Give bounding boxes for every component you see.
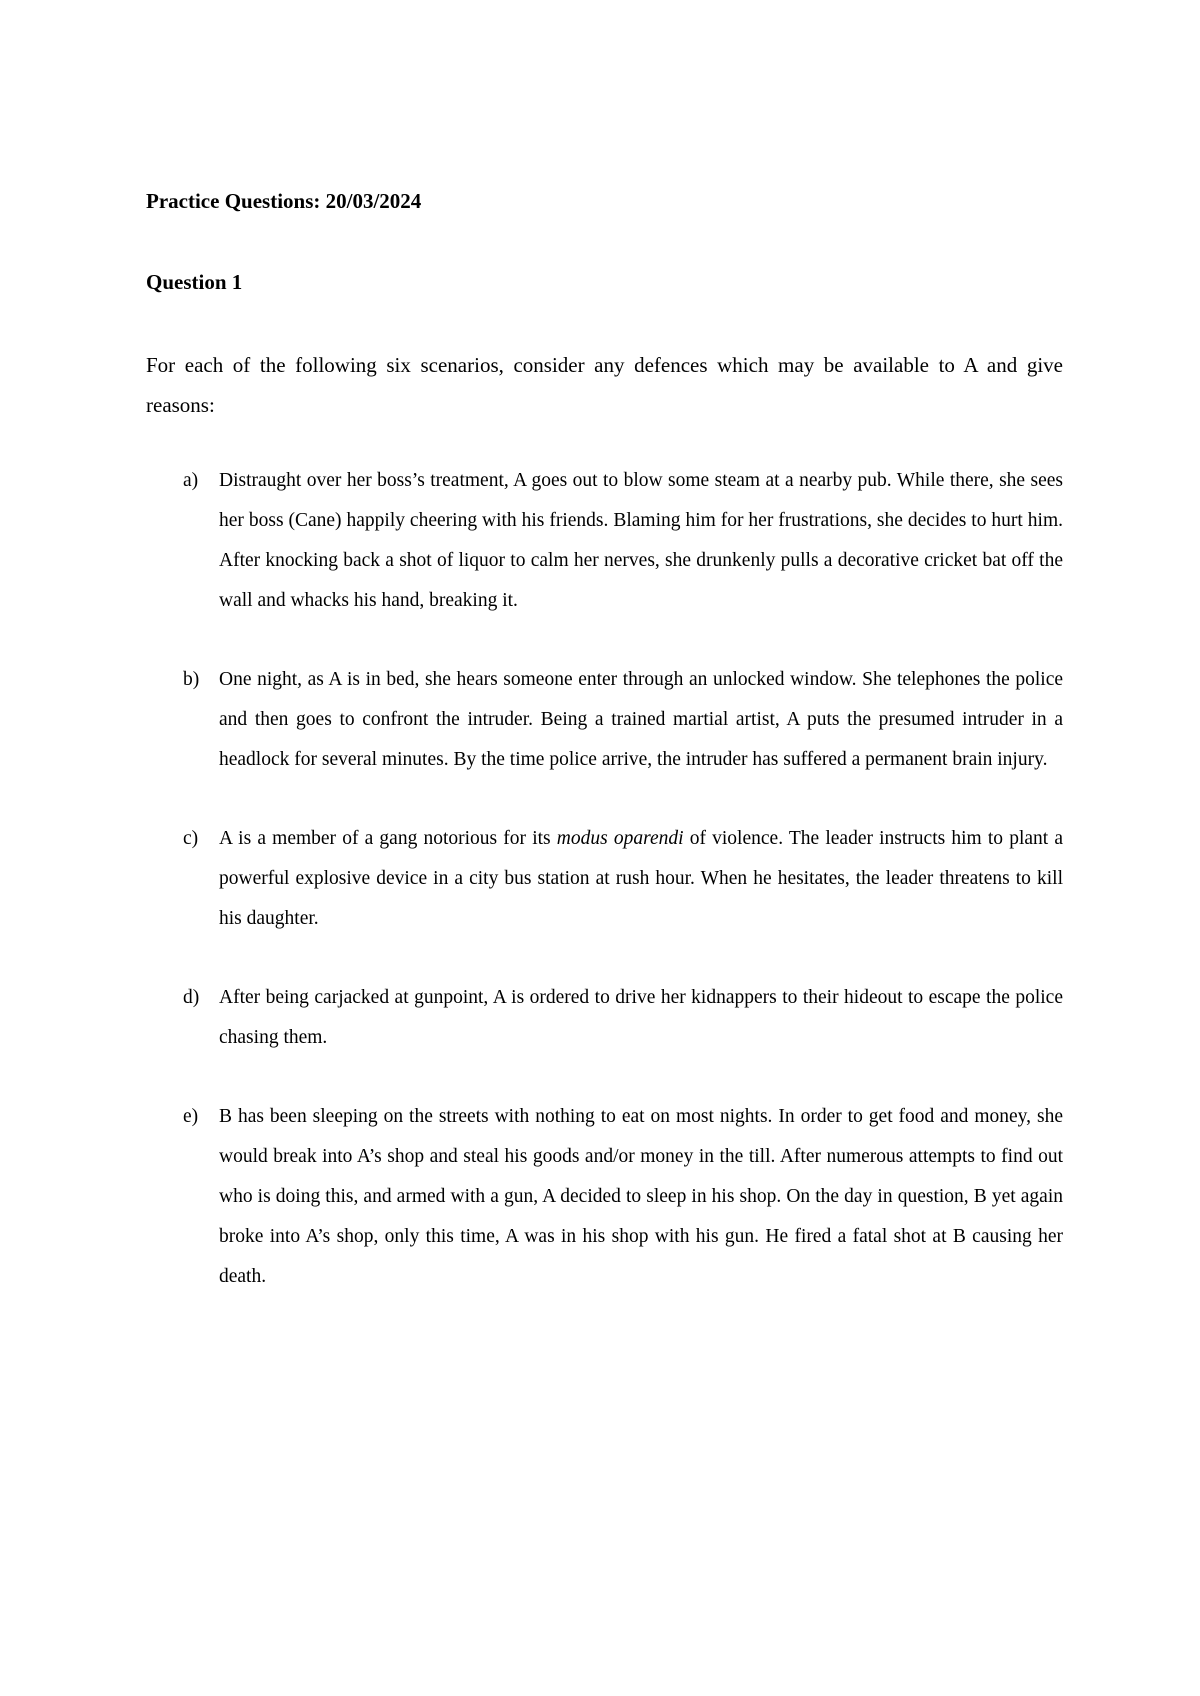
- question-heading: Question 1: [146, 270, 243, 294]
- scenario-d: [146, 978, 1063, 1058]
- scenario-marker: a): [183, 470, 199, 491]
- scenario-a: [146, 461, 1063, 621]
- scenario-text-before: A is a member of a gang notorious for its: [219, 828, 557, 849]
- scenario-text-after: of violence. The leader instructs him to plant a powerful explosive device in a city bus station at rush hour. When he hesitates, the leader threatens to kill his daughter.: [219, 828, 1064, 929]
- scenario-marker: d): [183, 987, 200, 1008]
- document-body: [146, 186, 1063, 1336]
- scenario-text-italic: modus oparendi: [556, 828, 684, 849]
- scenario-text: B has been sleeping on the streets with nothing to eat on most nights. In order to get food and money, she would break into A’s shop and steal his goods and/or money in the till. After numerous attempts to find out who is doing this, and armed with a gun, A decided to sleep in his shop. On the day in question, B yet again broke into A’s shop, only this time, A was in his shop with his gun. He fired a fatal shot at B causing her death.: [219, 1106, 1063, 1287]
- question-instruction: For each of the following six scenarios, consider any defences which may be available to A and give reasons:: [146, 353, 1063, 417]
- scenario-text: [219, 828, 1063, 929]
- scenario-text: One night, as A is in bed, she hears someone enter through an unlocked window. She telephones the police and then goes to confront the intruder. Being a trained martial artist, A puts the presumed intruder in a headlock for several minutes. By the time police arrive, the intruder has suffered a permanent brain injury.: [219, 669, 1063, 770]
- scenario-b: [146, 660, 1063, 780]
- scenario-marker: e): [183, 1106, 199, 1127]
- scenario-text: After being carjacked at gunpoint, A is ordered to drive her kidnappers to their hideout to escape the police chasing them.: [219, 987, 1063, 1048]
- scenario-c: [146, 819, 1063, 939]
- scenario-text: Distraught over her boss’s treatment, A goes out to blow some steam at a nearby pub. While there, she sees her boss (Cane) happily cheering with his friends. Blaming him for her frustrations, she decides to hurt him. After knocking back a shot of liquor to calm her nerves, she drunkenly pulls a decorative cricket bat off the wall and whacks his hand, breaking it.: [219, 470, 1063, 611]
- scenario-marker: c): [183, 828, 199, 849]
- scenario-marker: b): [183, 669, 200, 690]
- document-title: Practice Questions: 20/03/2024: [146, 189, 422, 213]
- scenario-list: [146, 461, 1063, 1297]
- scenario-e: [146, 1097, 1063, 1297]
